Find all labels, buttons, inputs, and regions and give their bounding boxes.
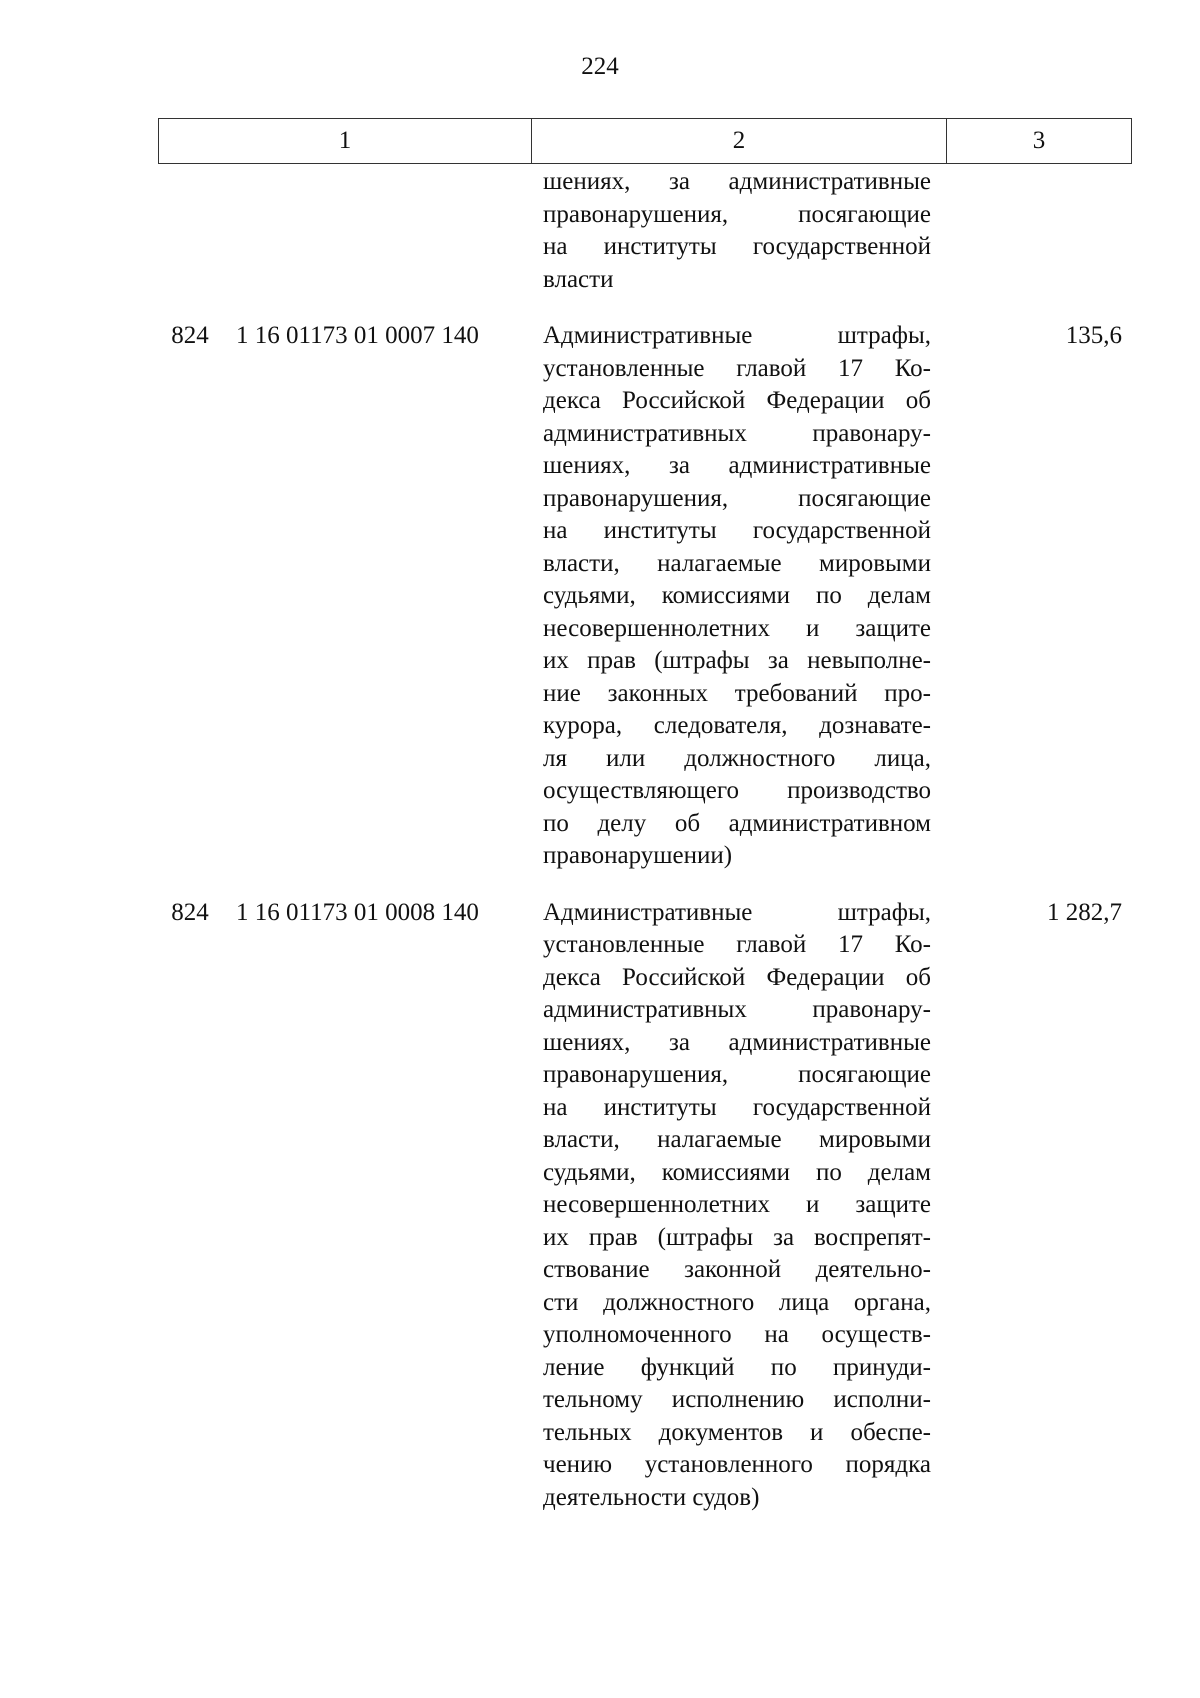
- header-column-2: 2: [532, 119, 947, 163]
- description-line: власти, налагаемые мировыми: [543, 1126, 931, 1153]
- description-line: их прав (штрафы за невыполне-: [543, 647, 931, 674]
- description-line: судьями, комиссиями по делам: [543, 1158, 931, 1186]
- description-cell: [531, 166, 946, 296]
- description-line: по делу об административном: [543, 809, 931, 837]
- description-line: власти, налагаемые мировыми: [543, 549, 931, 577]
- description-line: несовершеннолетних и защите: [543, 614, 931, 642]
- description-cell: [531, 897, 946, 1515]
- description-line: Административные штрафы,: [543, 898, 931, 926]
- description-line: чению установленного порядка: [543, 1451, 931, 1478]
- table-row: [158, 897, 1132, 1515]
- description-line: правонарушения, посягающие: [543, 484, 931, 512]
- description-line: сти должностного лица органа,: [543, 1288, 931, 1316]
- description-line: тельному исполнению исполни-: [543, 1386, 931, 1413]
- table-row: [158, 320, 1132, 873]
- description-line: уполномоченного на осуществ-: [543, 1321, 931, 1348]
- description-line: тельных документов и обеспе-: [543, 1418, 931, 1446]
- description-line: ствование законной деятельно-: [543, 1256, 931, 1283]
- description-line: установленные главой 17 Ко-: [543, 931, 931, 958]
- table-row-continuation: [158, 166, 1132, 296]
- code-cell: [158, 897, 531, 930]
- header-column-1: 1: [159, 119, 532, 163]
- description-line: ление функций по принуди-: [543, 1353, 931, 1381]
- table-header: [158, 118, 1132, 164]
- description-line: на институты государственной: [543, 1093, 931, 1121]
- description-line: ние законных требований про-: [543, 679, 931, 707]
- header-column-3: 3: [1032, 127, 1046, 154]
- description-line: декса Российской Федерации об: [543, 963, 931, 991]
- admin-code: 824: [171, 322, 209, 349]
- description-line: шениях, за административные: [543, 168, 931, 195]
- description-line: Административные штрафы,: [543, 322, 931, 349]
- description-line: курора, следователя, дознавате-: [543, 712, 931, 739]
- amount-cell: 1 282,7: [1047, 898, 1122, 926]
- description-line: несовершеннолетних и защите: [543, 1191, 931, 1218]
- description-line: власти: [543, 265, 614, 293]
- budget-classification-code: 1 16 01173 01 0008 140: [236, 898, 479, 926]
- description-line: шениях, за административные: [543, 1028, 931, 1056]
- admin-code: 824: [171, 898, 209, 926]
- budget-classification-code: 1 16 01173 01 0007 140: [236, 322, 479, 349]
- description-line: правонарушения, посягающие: [543, 1061, 931, 1088]
- description-line: на институты государственной: [543, 517, 931, 544]
- description-line: осуществляющего производство: [543, 777, 931, 804]
- description-line: административных правонару-: [543, 419, 931, 447]
- description-line: их прав (штрафы за воспрепят-: [543, 1223, 931, 1251]
- description-line: на институты государственной: [543, 233, 931, 260]
- description-line: правонарушения, посягающие: [543, 200, 931, 228]
- description-line: шениях, за административные: [543, 452, 931, 479]
- amount-cell: 135,6: [1065, 322, 1122, 349]
- page-number: 224: [581, 53, 619, 80]
- description-line: деятельности судов): [543, 1483, 760, 1511]
- description-line: декса Российской Федерации об: [543, 387, 931, 414]
- description-line: установленные главой 17 Ко-: [543, 354, 931, 382]
- description-line: судьями, комиссиями по делам: [543, 582, 931, 609]
- description-line: административных правонару-: [543, 996, 931, 1023]
- table-body: [158, 166, 1132, 1514]
- code-cell: [158, 320, 531, 353]
- description-line: ля или должностного лица,: [543, 744, 931, 772]
- description-cell: [531, 320, 946, 873]
- description-line: правонарушении): [543, 842, 733, 869]
